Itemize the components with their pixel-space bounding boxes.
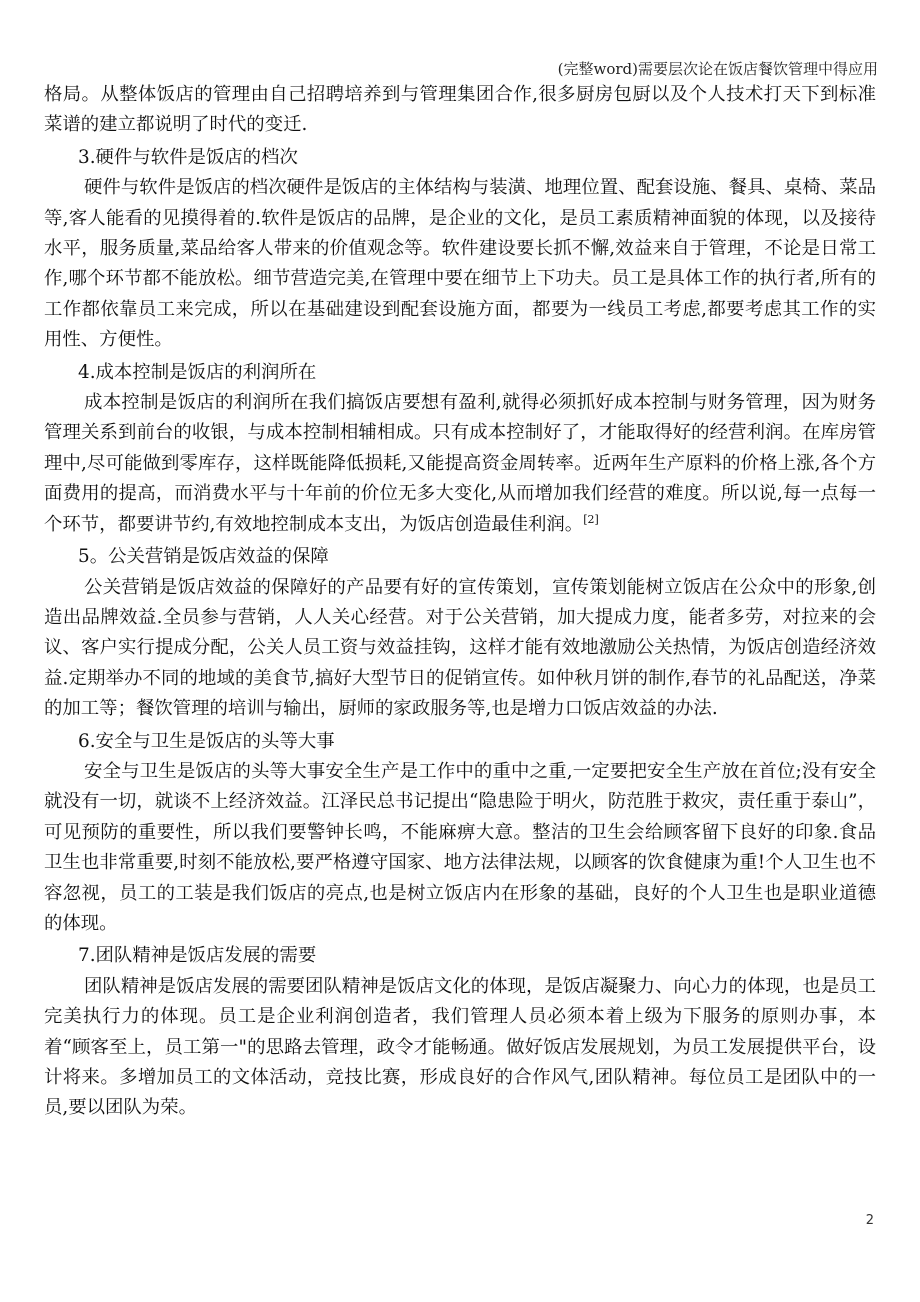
section-heading-5: 5。公关营销是饭店效益的保障	[78, 546, 329, 568]
paragraph-body: 公关营销是饭店效益的保障好的产品要有好的宣传策划，宣传策划能树立饭店在公众中的形象,创造出品牌效益.全员参与营销，人人关心经营。对于公关营销，加大提成力度，能者多劳，对拉来的会议、客户实行提成分配，公关人员工资与效益挂钩，这样才能有效地激励公关热情，为饭店创造经济效益.定期举办不同的地域的美食节,搞好大型节日的促销宣传。如仲秋月饼的制作,春节的礼品配送，净菜的加工等；餐饮管理的培训与输出，厨师的家政服务等,也是增力口饭店效益的办法.	[44, 576, 876, 720]
page-header-title: (完整word)需要层次论在饭店餐饮管理中得应用	[557, 60, 878, 78]
section-heading-6: 6.安全与卫生是饭店的头等大事	[78, 730, 335, 752]
paragraph-body: 安全与卫生是饭店的头等大事安全生产是工作中的重中之重,一定要把安全生产放在首位;没有安全就没有一切，就谈不上经济效益。江泽民总书记提出“隐患险于明火，防范胜于救灾，责任重于泰山”，可见预防的重要性，所以我们要警钟长鸣，不能麻痹大意。整洁的卫生会给顾客留下良好的印象.食品卫生也非常重要,时刻不能放松,要严格遵守国家、地方法律法规，以顾客的饮食健康为重!个人卫生也不容忽视，员工的工装是我们饭店的亮点,也是树立饭店内在形象的基础，良好的个人卫生也是职业道德的体现。	[44, 760, 876, 934]
section-heading-4: 4.成本控制是饭店的利润所在	[78, 361, 317, 383]
paragraph-body	[44, 388, 876, 540]
section-heading-3: 3.硬件与软件是饭店的档次	[78, 146, 298, 168]
paragraph-body: 硬件与软件是饭店的档次硬件是饭店的主体结构与装潢、地理位置、配套设施、餐具、桌椅、菜品等,客人能看的见摸得着的.软件是饭店的品牌，是企业的文化，是员工素质精神面貌的体现，以及接待水平，服务质量,菜品给客人带来的价值观念等。软件建设要长抓不懈,效益来自于管理，不论是日常工作,哪个环节都不能放松。细节营造完美,在管理中要在细节上下功夫。员工是具体工作的执行者,所有的工作都依靠员工来完成，所以在基础建设到配套设施方面，都要为一线员工考虑,都要考虑其工作的实用性、方便性。	[44, 177, 876, 351]
document-body	[44, 80, 876, 1124]
paragraph-body: 团队精神是饭店发展的需要团队精神是饭店文化的体现，是饭店凝聚力、向心力的体现，也是员工完美执行力的体现。员工是企业利润创造者，我们管理人员必须本着上级为下服务的原则办事，本着“顾客至上，员工第一"的思路去管理，政令才能畅通。做好饭店发展规划，为员工发展提供平台，设计将来。多增加员工的文体活动，竞技比赛，形成良好的合作风气,团队精神。每位员工是团队中的一员,要以团队为荣。	[44, 975, 876, 1119]
page-number: 2	[865, 1213, 874, 1228]
section-heading-7: 7.团队精神是饭店发展的需要	[78, 945, 317, 967]
paragraph-text: 成本控制是饭店的利润所在我们搞饭店要想有盈利,就得必须抓好成本控制与财务管理，因为财务管理关系到前台的收银，与成本控制相辅相成。只有成本控制好了，才能取得好的经营利润。在库房管理中,尽可能做到零库存，这样既能降低损耗,又能提高资金周转率。近两年生产原料的价格上涨,各个方面费用的提高，而消费水平与十年前的价位无多大变化,从而增加我们经营的难度。所以说,每一点每一个环节，都要讲节约,有效地控制成本支出，为饭店创造最佳利润。	[44, 392, 876, 535]
citation-reference: [2]	[583, 512, 599, 526]
paragraph-body: 格局。从整体饭店的管理由自己招聘培养到与管理集团合作,很多厨房包厨以及个人技术打天下到标准菜谱的建立都说明了时代的变迁.	[44, 84, 876, 136]
